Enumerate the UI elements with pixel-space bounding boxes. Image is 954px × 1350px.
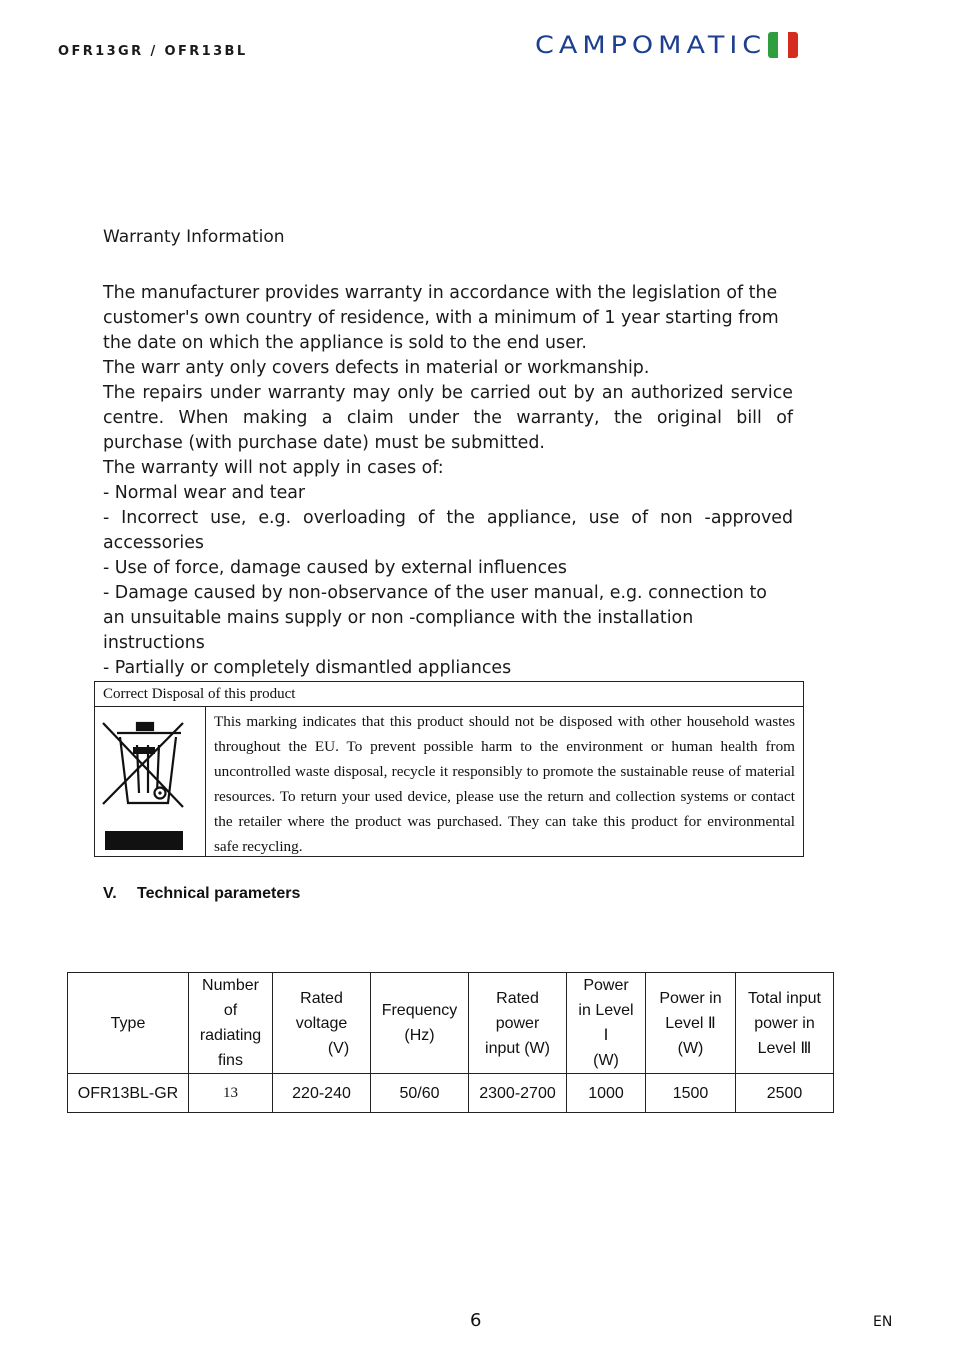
disposal-text: This marking indicates that this product should not be disposed with other household wastes throughout the EU. To prevent possible harm to the environment or human health from uncontrolled waste disposal, recycle it responsibly to promote the sustainable reuse of material resources. To return your used device, please use the return and collection systems or contact the retailer where the product was purchased. They can take this product for environmental safe recycling. <box>214 713 795 855</box>
table-cell: 2300-2700 <box>469 1074 567 1113</box>
warranty-exclusion: - Damage caused by non-observance of the user manual, e.g. connection to an unsuitable mains supply or non -compliance with the installation instructions <box>103 583 767 653</box>
technical-section-title <box>103 885 300 903</box>
technical-parameters-table <box>67 972 834 1113</box>
table-cell: OFR13BL-GR <box>68 1074 189 1113</box>
warranty-paragraph: The warranty will not apply in cases of: <box>103 458 444 478</box>
section-heading: Technical parameters <box>137 885 301 902</box>
section-number: V. <box>103 885 117 902</box>
header-cell: Type <box>68 973 189 1074</box>
warranty-body <box>103 281 793 681</box>
table-cell: 13 <box>189 1074 273 1113</box>
header-cell: Total input power in Level Ⅲ <box>736 973 834 1074</box>
table-cell: 50/60 <box>371 1074 469 1113</box>
warranty-paragraph: purchase (with purchase date) must be submitted. <box>103 433 545 453</box>
header-cell: Rated power input (W) <box>469 973 567 1074</box>
header-cell: Power in Level Ⅱ (W) <box>646 973 736 1074</box>
table-cell: 1500 <box>646 1074 736 1113</box>
warranty-paragraph: The repairs under warranty may only be carried out by an authorized service <box>103 383 793 403</box>
language-code: EN <box>873 1314 893 1330</box>
warranty-paragraph: The warr anty only covers defects in material or workmanship. <box>103 358 650 378</box>
italian-flag-icon <box>768 32 798 58</box>
table-cell: 1000 <box>567 1074 646 1113</box>
page-number: 6 <box>470 1310 482 1331</box>
weee-crossed-bin-icon <box>95 707 205 856</box>
warranty-paragraph: centre. When making a claim under the warranty, the original bill of <box>103 408 793 428</box>
warranty-exclusion: - Normal wear and tear <box>103 483 306 503</box>
brand-logo <box>535 30 798 60</box>
table-cell: 220-240 <box>273 1074 371 1113</box>
brand-name: CAMPOMATIC <box>535 31 767 59</box>
table-cell: 2500 <box>736 1074 834 1113</box>
header-cell: Rated voltage (V) <box>273 973 371 1074</box>
header-cell: Frequency (Hz) <box>371 973 469 1074</box>
disposal-title: Correct Disposal of this product <box>95 682 803 707</box>
warranty-paragraph: The manufacturer provides warranty in accordance with the legislation of the customer's own country of residence, with a minimum of 1 year starting from the date on which the appliance is sold to the end user. <box>103 283 779 353</box>
header-cell: Number of radiating fins <box>189 973 273 1074</box>
warranty-exclusion: accessories <box>103 533 204 553</box>
table-row <box>68 1074 834 1113</box>
header-cell: Power in Level Ⅰ (W) <box>567 973 646 1074</box>
warranty-exclusion: - Use of force, damage caused by external influences <box>103 558 567 578</box>
warranty-title: Warranty Information <box>103 227 285 247</box>
warranty-exclusion: - Incorrect use, e.g. overloading of the appliance, use of non -approved <box>103 508 793 528</box>
model-number: OFR13GR / OFR13BL <box>58 44 248 59</box>
warranty-exclusion: - Partially or completely dismantled appliances <box>103 658 512 678</box>
disposal-box <box>94 681 804 857</box>
